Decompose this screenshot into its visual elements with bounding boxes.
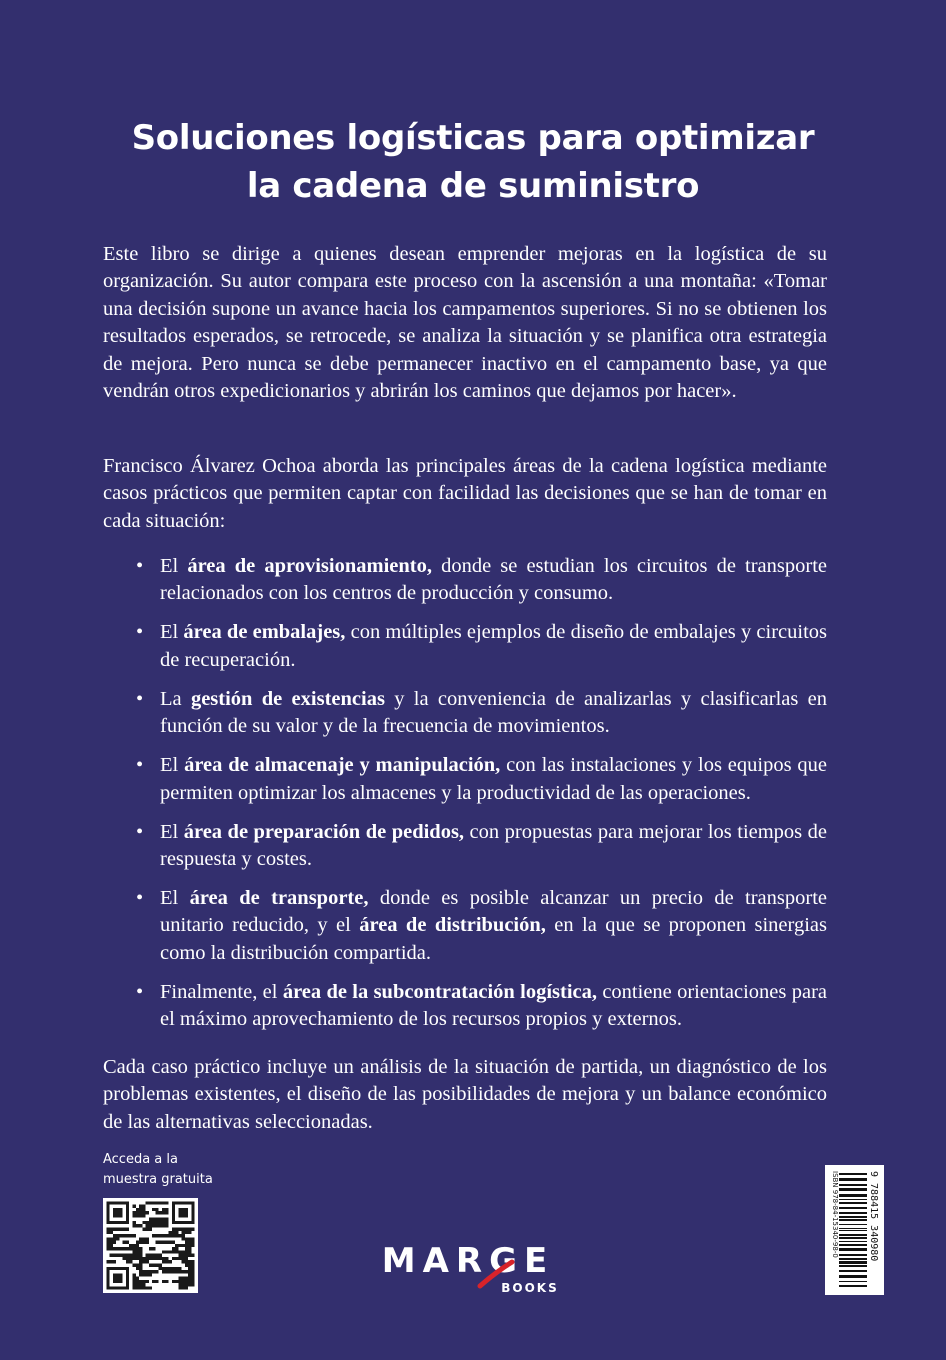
barcode-digits: 9 788415 340980 [868, 1171, 879, 1262]
bullet-icon: • [136, 887, 144, 910]
closing-paragraph: Cada caso práctico incluye un análisis de la situación de partida, un diagnóstico de los problemas existentes, el diseño de las posibilidades de mejora y un balance económico de las alternativas seleccionadas. [103, 1056, 827, 1133]
list-item: • El área de transporte, donde es posible alcanzar un precio de transporte unitario reducido, y el área de distribución, en la que se proponen sinergias como la distribución compartida. [136, 887, 827, 964]
list-item: • El área de embalajes, con múltiples ejemplos de diseño de embalajes y circuitos de recuperación. [136, 621, 827, 671]
page-title [60, 114, 886, 210]
logo-text: MARGE [381, 1241, 555, 1281]
publisher-logo [380, 1240, 556, 1300]
list-item: • La gestión de existencias y la conveniencia de analizarlas y clasificarlas en función de su valor y de la frecuencia de movimientos. [136, 687, 828, 738]
list-item: • El área de almacenaje y manipulación, con las instalaciones y los equipos que permiten optimizar los almacenes y la productividad de las operaciones. [136, 754, 827, 804]
bullet-icon: • [136, 754, 144, 777]
isbn-text: ISBN 978-84-15340-98-0 [831, 1171, 839, 1258]
list-item: • El área de aprovisionamiento, donde se estudian los circuitos de transporte relacionados con los centros de producción y consumo. [136, 555, 828, 605]
barcode [825, 1165, 884, 1295]
bullet-icon: • [136, 980, 144, 1003]
bullet-icon: • [136, 555, 144, 577]
bullet-icon: • [136, 820, 144, 843]
bullet-icon: • [136, 687, 144, 710]
bullet-icon: • [136, 621, 144, 644]
qr-code[interactable] [103, 1198, 198, 1293]
logo-subtext: BOOKS [501, 1281, 556, 1295]
intro-paragraph: Este libro se dirige a quienes desean emprender mejoras en la logística de su organización. Su autor compara este proceso con la ascensión a una montaña: «Tomar una decisión supone un avance hacia los campamentos superiores. Si no se obtienen los resultados esperados, se retrocede, se analiza la situación y se planifica otra estrategia de mejora. Pero nunca se debe permanecer inactivo en el campamento base, ya que vendrán otros expedicionarios y abrirán los caminos que dejamos por hacer». [103, 243, 827, 403]
qr-caption: Acceda a la muestra gratuita [103, 1152, 213, 1187]
title-line-1: Soluciones logísticas para optimizar [131, 118, 815, 158]
author-paragraph: Francisco Álvarez Ochoa aborda las principales áreas de la cadena logística mediante casos prácticos que permiten captar con facilidad las decisiones que se han de tomar en cada situación: [103, 455, 827, 532]
list-item: • Finalmente, el área de la subcontratación logística, contiene orientaciones para el máximo aprovechamiento de los recursos propios y externos. [136, 980, 827, 1031]
qr-code-icon [103, 1198, 198, 1293]
list-item: • El área de preparación de pedidos, con propuestas para mejorar los tiempos de respuesta y costes. [136, 820, 828, 871]
areas-list [103, 553, 827, 1045]
title-line-2: la cadena de suministro [246, 166, 700, 206]
